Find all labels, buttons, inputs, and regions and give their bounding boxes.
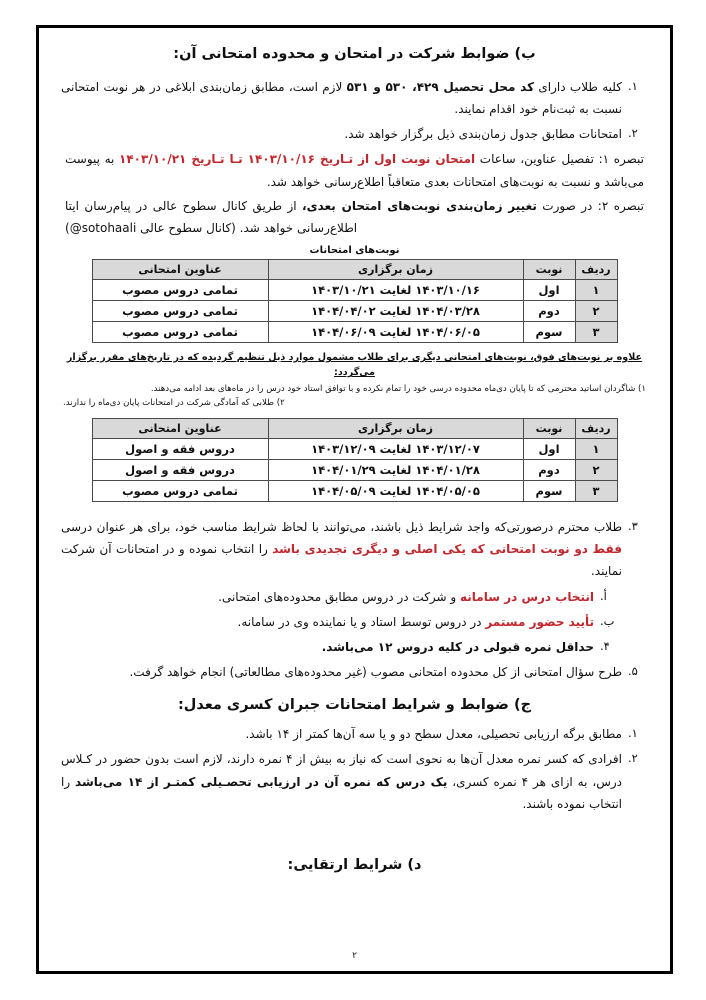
list-text (61, 516, 622, 583)
table-row (92, 439, 617, 460)
cell-onvan: تمامی دروس مصوب (92, 481, 268, 502)
table-2-col-nobat: نوبت (523, 419, 575, 439)
text-run: مطابق برگه ارزیابی تحصیلی، معدل سطح دو و یا سه آن‌ها کمتر از ۱۴ باشد. (245, 727, 622, 742)
cell-onvan: تمامی دروس مصوب (92, 322, 268, 343)
table-2-col-onvan: عناوین امتحانی (92, 419, 268, 439)
table-2-body (92, 439, 617, 502)
cell-radif: ۱ (575, 439, 617, 460)
list-item (61, 723, 648, 745)
cell-radif: ۲ (575, 460, 617, 481)
text-run: تأیید حضور مستمر (485, 614, 594, 629)
cell-nobat: دوم (523, 301, 575, 322)
tabsire-1 (61, 148, 648, 192)
fineprint-heading: علاوه بر نوبت‌های فوق، نوبت‌های امتحانی دیگری برای طلاب مشمول موارد ذیل تنظیم گردیده که در تاریخ‌های مقرر برگزار می‌گردد: (66, 352, 643, 379)
list-marker: ۴. (600, 639, 610, 654)
text-run: تغییر زمان‌بندی نوبت‌های امتحان بعدی، (302, 198, 537, 213)
list-text (61, 636, 594, 658)
cell-zaman: ۱۴۰۴/۰۵/۰۵ لغایت ۱۴۰۴/۰۵/۰۹ (268, 481, 523, 502)
list-text (61, 123, 622, 145)
text-run: لازم است، مطابق زمان‌بندی ابلاغی در هر نوبت امتحانی نسبت به ثبت‌نام خود اقدام نمایند. (61, 79, 622, 116)
table-1-header (92, 260, 617, 280)
text-run: در دروس توسط استاد و یا نماینده وی در سامانه. (237, 614, 486, 629)
text-run: امتحانات مطابق جدول زمان‌بندی ذیل برگزار خواهد شد. (344, 127, 622, 142)
fineprint-item: ۱) شاگردان اساتید محترمی که تا پایان دی‌ماه محدوده درسی خود را تمام نکرده و با توافق استاد خود درس را در ماه‌های بعد ادامه می‌دهند. (150, 383, 646, 394)
text-run: حداقل نمره قبولی در کلیه دروس ۱۲ می‌باشد. (321, 640, 594, 655)
list-item (61, 123, 648, 145)
list-marker: ۲. (628, 126, 638, 141)
list-text (61, 611, 594, 633)
list-text (61, 723, 622, 745)
table-1-col-onvan: عناوین امتحانی (92, 260, 268, 280)
list-marker: ۱. (628, 726, 638, 741)
text-run: از طریق کانال سطوح عالی در پیام‌رسان ایتا اطلاع‌رسانی خواهد شد. (کانال سطوح عالی (65, 198, 358, 235)
table-row (92, 280, 617, 301)
list-item (61, 748, 648, 815)
cell-radif: ۱ (575, 280, 617, 301)
list-item (61, 661, 648, 683)
cell-zaman: ۱۴۰۳/۱۲/۰۷ لغایت ۱۴۰۳/۱۲/۰۹ (268, 439, 523, 460)
text-run: انتخاب درس در سامانه (460, 589, 594, 604)
text-run: طلاب محترم درصورتی‌که واجد شرایط ذیل باشند، می‌توانند با لحاظ شرایط مناسب خود، برای هر عنوان درسی (61, 520, 622, 535)
list-item (61, 636, 648, 658)
text-run: و شرکت در دروس مطابق محدوده‌های امتحانی. (218, 589, 461, 604)
table-1-caption: نوبت‌های امتحانات (309, 245, 400, 257)
text-run: کد محل تحصیل ۴۲۹، ۵۳۰ و ۵۳۱ (346, 79, 535, 94)
text-run: یک درس که نمره آن در ارزیابی تحصـیلی کمتـر از ۱۴ می‌باشد (75, 774, 448, 789)
text-run: به پیوست می‌باشد و نسبت به نوبت‌های امتحانات بعدی متعاقباً اطلاع‌رسانی خواهد شد. (65, 152, 644, 189)
list-marker: ۳. (628, 519, 638, 534)
cell-nobat: اول (523, 280, 575, 301)
cell-nobat: سوم (523, 481, 575, 502)
table-row (92, 322, 617, 343)
list-item (61, 516, 648, 583)
section-c-heading: ج) ضوابط و شرایط امتحانات جبران کسری معدل: (177, 697, 532, 714)
list-marker: أ. (600, 588, 607, 603)
text-run: را انتخاب نموده باشند. (61, 774, 622, 811)
list-text (61, 76, 622, 120)
cell-onvan: تمامی دروس مصوب (92, 301, 268, 322)
document-page-frame (36, 25, 673, 974)
table-header-row (92, 260, 617, 280)
list-item (61, 611, 648, 633)
page-number: ۲ (352, 951, 357, 961)
cell-radif: ۳ (575, 481, 617, 502)
list-marker: ۲. (628, 751, 638, 766)
cell-nobat: سوم (523, 322, 575, 343)
text-run: ) (65, 220, 70, 235)
table-row (92, 460, 617, 481)
cell-zaman: ۱۴۰۴/۰۶/۰۵ لغایت ۱۴۰۴/۰۶/۰۹ (268, 322, 523, 343)
table-1-col-nobat: نوبت (523, 260, 575, 280)
tabsire-2 (61, 195, 648, 239)
cell-nobat: اول (523, 439, 575, 460)
cell-radif: ۳ (575, 322, 617, 343)
exam-schedule-table-1 (92, 259, 618, 343)
text-run: افرادی که کسر نمره معدل آن‌ها به نحوی است که نیاز به بیش از ۴ نمره دارند، لازم است بدون حضور در کـلاس درس، به ازای هر ۴ نمره کسری، (61, 752, 622, 789)
cell-radif: ۲ (575, 301, 617, 322)
document-page-content (39, 28, 670, 971)
text-run: طرح سؤال امتحانی از کل محدوده امتحانی مصوب (غیر محدوده‌های مطالعاتی) انجام خواهد گرفت. (129, 665, 622, 680)
table-2-col-radif: ردیف (575, 419, 617, 439)
text-run: فقط دو نوبت امتحانی که یکی اصلی و دیگری تجدیدی باشد (272, 542, 622, 557)
table-header-row (92, 419, 617, 439)
cell-zaman: ۱۴۰۳/۱۰/۱۶ لغایت ۱۴۰۳/۱۰/۲۱ (268, 280, 523, 301)
list-marker: ب. (600, 613, 615, 628)
section-b-list-continued (61, 516, 648, 683)
cell-zaman: ۱۴۰۴/۰۳/۲۸ لغایت ۱۴۰۴/۰۴/۰۲ (268, 301, 523, 322)
list-text (61, 661, 622, 683)
section-b-heading: ب) ضوابط شرکت در امتحان و محدوده امتحانی آن: (173, 46, 536, 62)
text-run: را انتخاب نموده و در امتحانات آن شرکت نمایند. (61, 542, 622, 579)
table-1-body (92, 280, 617, 343)
list-text (61, 748, 622, 815)
table-2-header (92, 419, 617, 439)
list-item (61, 76, 648, 120)
section-c-list (61, 723, 648, 815)
cell-onvan: دروس فقه و اصول (92, 439, 268, 460)
text-run: امتحان نوبت اول از تـاریخ ۱۴۰۳/۱۰/۱۶ تـا تـاریخ ۱۴۰۳/۱۰/۲۱ (119, 152, 476, 167)
text-run: تبصره ۲: در صورت (536, 198, 645, 213)
list-item (61, 586, 648, 608)
table-1-col-radif: ردیف (575, 260, 617, 280)
list-text (61, 586, 594, 608)
exam-schedule-table-2 (92, 418, 618, 502)
cell-onvan: دروس فقه و اصول (92, 460, 268, 481)
section-b-list (61, 76, 648, 146)
cell-onvan: تمامی دروس مصوب (92, 280, 268, 301)
cell-zaman: ۱۴۰۴/۰۱/۲۸ لغایت ۱۴۰۴/۰۱/۲۹ (268, 460, 523, 481)
fineprint-item: ۲) طلابی که آمادگی شرکت در امتحانات پایان دی‌ماه را ندارند. (63, 397, 285, 408)
text-run: تبصره ۱: تفصیل عناوین، ساعات (475, 152, 644, 167)
text-run: کلیه طلاب دارای (534, 79, 622, 94)
list-marker: ۱. (628, 78, 638, 93)
list-marker: ۵. (628, 664, 638, 679)
cell-nobat: دوم (523, 460, 575, 481)
text-run: @sotohaali (69, 220, 137, 235)
table-row (92, 481, 617, 502)
table-2-col-zaman: زمان برگزاری (268, 419, 523, 439)
table-1-col-zaman: زمان برگزاری (268, 260, 523, 280)
table-row (92, 301, 617, 322)
section-d-heading: د) شرایط ارتقایی: (287, 856, 422, 873)
